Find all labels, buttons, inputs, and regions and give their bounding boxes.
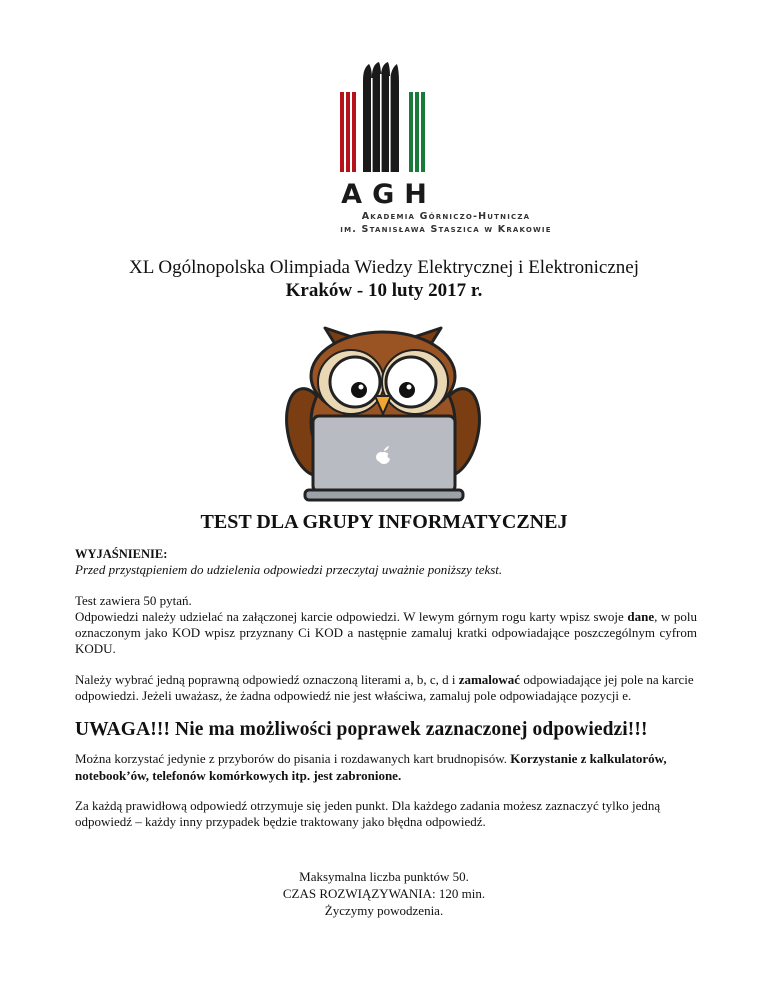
agh-logo: [0, 62, 768, 236]
owl-with-laptop-illustration: [283, 324, 483, 504]
answer-card-instructions: [75, 609, 697, 658]
text-segment: Należy wybrać jedną poprawną odpowiedź oznaczoną literami a, b, c, d i: [75, 671, 459, 687]
text-segment: Odpowiedzi należy udzielać na załączonej karcie odpowiedzi. W lewym górnym rogu karty wpisz swoje: [75, 608, 628, 624]
academy-name: [0, 210, 768, 236]
olympiad-title: XL Ogólnopolska Olimpiada Wiedzy Elektrycznej i Elektronicznej: [129, 257, 639, 278]
explanation-intro: Przed przystąpieniem do udzielenia odpowiedzi przeczytaj uważnie poniższy tekst.: [75, 562, 503, 578]
olympiad-header: [0, 256, 768, 302]
warning-heading: UWAGA!!! Nie ma możliwości poprawek zaznaczonej odpowiedzi!!!: [75, 719, 648, 741]
good-luck: Życzymy powodzenia.: [324, 903, 444, 918]
answer-selection-instructions: [75, 672, 697, 705]
allowed-tools: [75, 751, 697, 784]
text-segment: odpowiadające jej pole na karcie odpowiedzi. Jeżeli uważasz, że żadna odpowiedź nie jest właściwa, zamaluj pole odpowiadające pozycji e.: [75, 671, 694, 704]
footer: [0, 868, 768, 919]
prohibited-devices: Korzystanie z kalkulatorów, notebook’ów, telefonów komórkowych itp. jest zabronione.: [75, 751, 667, 783]
place-date: Kraków - 10 luty 2017 r.: [285, 280, 483, 301]
text-segment: Można korzystać jedynie z przyborów do pisania i rozdawanych kart brudnopisów.: [75, 751, 511, 767]
solve-time: CZAS ROZWIĄZYWANIA: 120 min.: [282, 886, 486, 901]
bold-fill: zamalować: [458, 671, 521, 687]
explanation-label: WYJAŚNIENIE:: [75, 547, 168, 561]
text-segment: , w polu oznaczonym jako KOD wpisz przyznany Ci KOD a następnie zamaluj kratki odpowiadające poszczególnym cyfrom KODU.: [75, 608, 698, 657]
academy-line-2: im. Stanisława Staszica w Krakowie: [340, 224, 552, 235]
agh-emblem-icon: [339, 62, 429, 174]
academy-line-1: Akademia Górniczo-Hutnicza: [361, 211, 531, 222]
question-count: Test zawiera 50 pytań.: [75, 592, 192, 608]
test-title: TEST DLA GRUPY INFORMATYCZNEJ: [200, 511, 568, 533]
max-points: Maksymalna liczba punktów 50.: [299, 869, 469, 884]
agh-wordmark: AGH: [341, 179, 437, 210]
instructions: [75, 546, 697, 831]
bold-data: dane: [627, 608, 655, 624]
scoring-rules: Za każdą prawidłową odpowiedź otrzymuje się jeden punkt. Dla każdego zadania możesz zaznaczyć tylko jedną odpowiedź – każdy inny przypadek będzie traktowany jako błędna odpowiedź.: [75, 797, 661, 830]
